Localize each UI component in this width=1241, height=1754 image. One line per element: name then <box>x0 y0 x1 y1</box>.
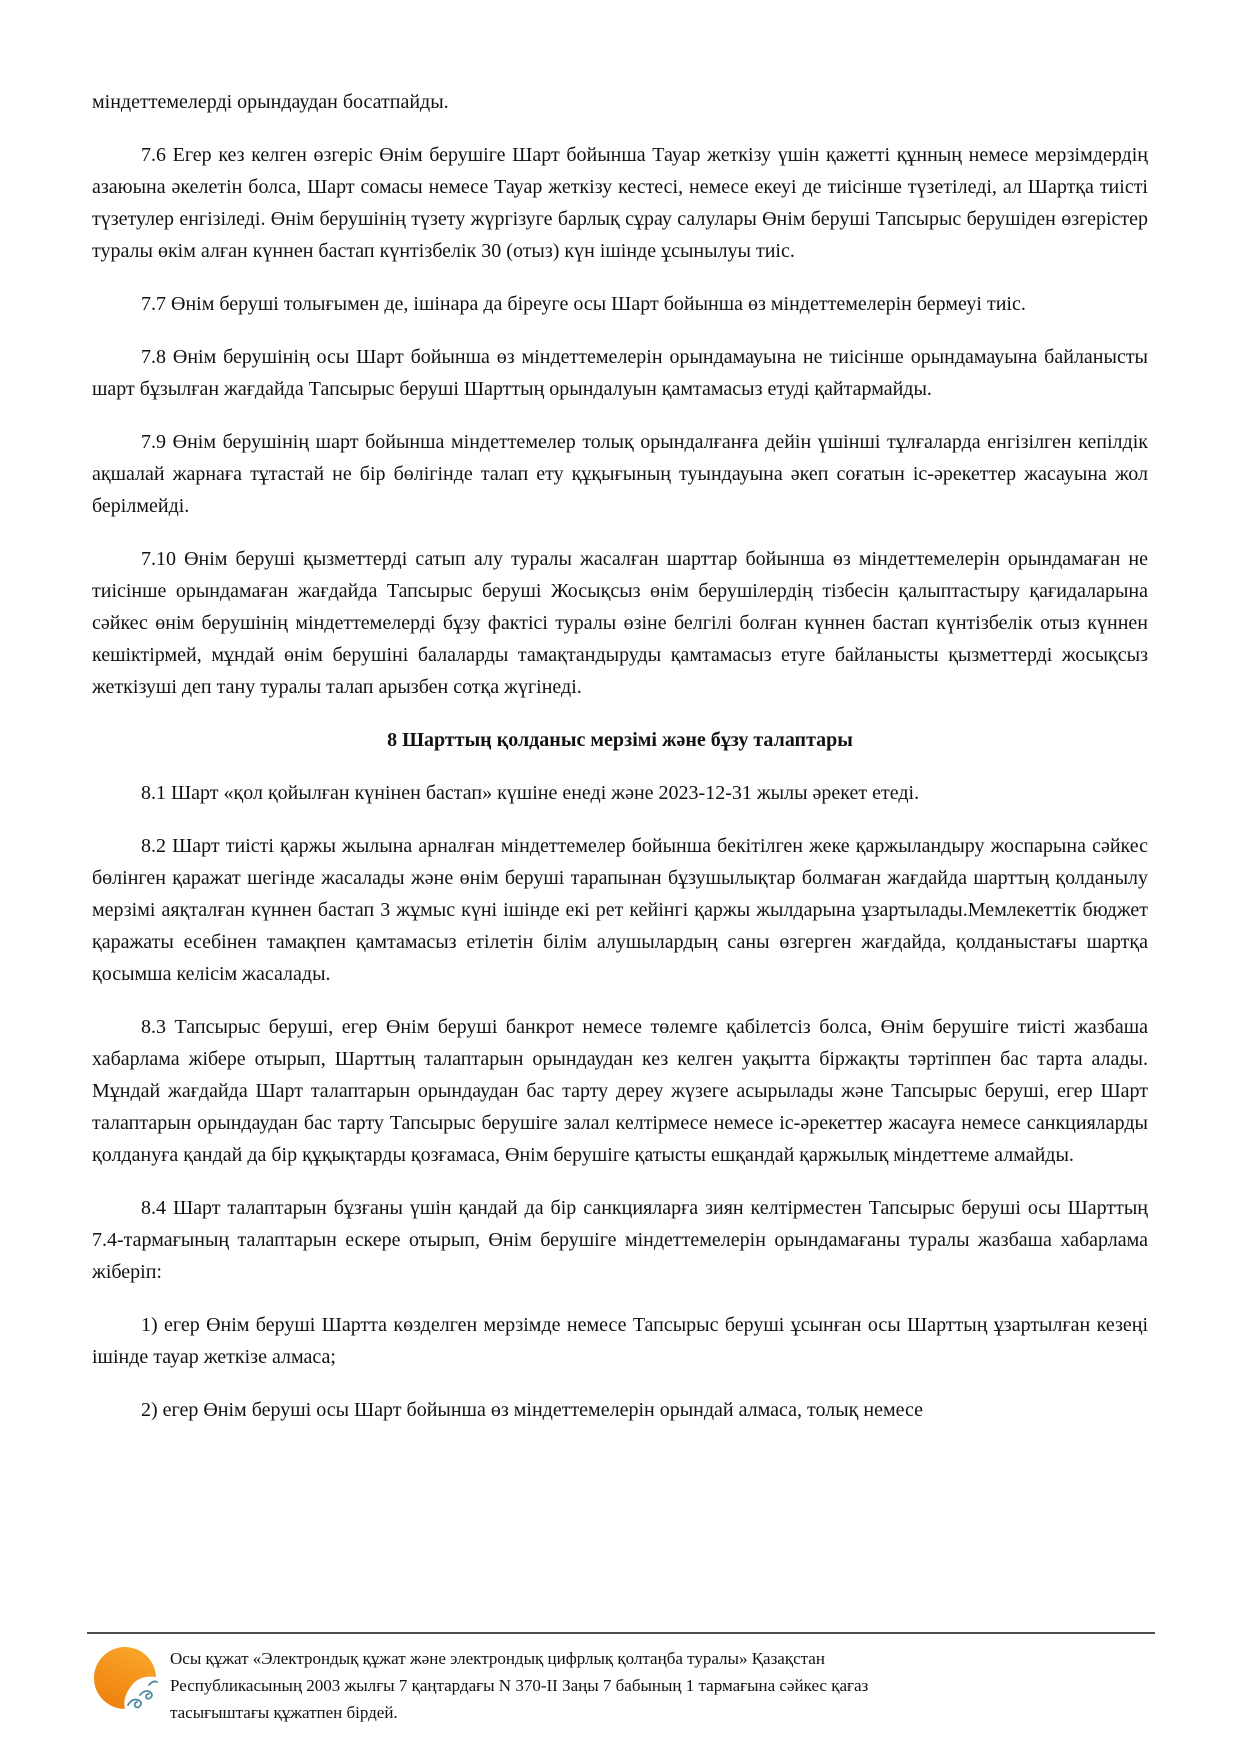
esign-disclaimer <box>170 1645 868 1726</box>
footer-divider-line <box>87 1632 1155 1634</box>
clause-8-4: 8.4 Шарт талаптарын бұзғаны үшін қандай да бір санкцияларға зиян келтірместен Тапсырыс беруші осы Шарттың 7.4-тармағының талаптарын ескере отырып, Өнім берушіге міндеттемелерін орындамағаны туралы жазбаша хабарлама жіберіп: <box>92 1197 1148 1283</box>
clause-8-1: 8.1 Шарт «қол қойылған күнінен бастап» күшіне енеді және 2023-12-31 жылы әрекет етеді. <box>141 782 920 804</box>
egov-stamp-icon <box>94 1647 158 1711</box>
list-item-1: 1) егер Өнім беруші Шартта көзделген мерзімде немесе Тапсырыс беруші ұсынған осы Шарттың ұзартылған кезеңі ішінде тауар жеткізе алмаса; <box>92 1314 1148 1368</box>
clause-8-3: 8.3 Тапсырыс беруші, егер Өнім беруші банкрот немесе төлемге қабілетсіз болса, Өнім берушіге тиісті жазбаша хабарлама жібере отырып, Шарттың талаптарын орындаудан кез келген уақытта біржақты тәртіппен бас тарта алады. Мұндай жағдайда Шарт талаптарын орындаудан бас тарту дереу жүзеге асырылады және Тапсырыс беруші, егер Шарт талаптарын орындаудан бас тарту Тапсырыс берушіге залал келтірмесе немесе іс-әрекеттер жасауға немесе санкцияларды қолдануға қандай да бір құқықтарды қозғамаса, Өнім берушіге қатысты ешқандай қаржылық міндеттеме алмайды. <box>92 1016 1148 1166</box>
section-8-heading: 8 Шарттың қолданыс мерзімі және бұзу талаптары <box>387 729 853 751</box>
clause-7-10: 7.10 Өнім беруші қызметтерді сатып алу туралы жасалған шарттар бойынша өз міндеттемелерін орындамаған не тиісінше орындамаған жағдайда Тапсырыс беруші Жосықсыз өнім берушілердің тізбесін қалыптастыру қағидаларына сәйкес өнім берушінің міндеттемелерді бұзу фактісі туралы өзіне белгілі болған күннен бастап күнтізбелік отыз күннен кешіктірмей, мұндай өнім берушіні балаларды тамақтандыруды қамтамасыз етуге байланысты қызметтерді жосықсыз жеткізуші деп тану туралы талап арызбен сотқа жүгінеді. <box>92 548 1148 698</box>
clause-7-8: 7.8 Өнім берушінің осы Шарт бойынша өз міндеттемелерін орындамауына не тиісінше орындамауына байланысты шарт бұзылған жағдайда Тапсырыс беруші Шарттың орындалуын қамтамасыз етуді қайтармайды. <box>92 346 1148 400</box>
clause-7-7: 7.7 Өнім беруші толығымен де, ішінара да біреуге осы Шарт бойынша өз міндеттемелерін бермеуі тиіс. <box>141 293 1026 315</box>
clause-7-9: 7.9 Өнім берушінің шарт бойынша міндеттемелер толық орындалғанға дейін үшінші тұлғаларда енгізілген кепілдік ақшалай жарнаға тұтастай не бір бөлігінде талап ету құқығының туындауына әкеп соғатын іс-әрекеттер жасауына жол берілмейді. <box>92 431 1148 517</box>
disclaimer-line-1: Осы құжат «Электрондық құжат және электрондық цифрлық қолтаңба туралы» Қазақстан <box>170 1649 825 1668</box>
clause-8-2: 8.2 Шарт тиісті қаржы жылына арналған міндеттемелер бойынша бекітілген жеке қаржыландыру жоспарына сәйкес бөлінген қаражат шегінде жасалады және өнім беруші тарапынан бұзушылықтар болмаған жағдайда шарттың қолданылу мерзімі аяқталған күннен бастап 3 жұмыс күні ішінде екі рет кейінгі қаржы жылдарына ұзартылады.Мемлекеттік бюджет қаражаты есебінен тамақпен қамтамасыз етілетін білім алушылардың саны өзгерген жағдайда, қолданыстағы шартқа қосымша келісім жасалады. <box>92 835 1148 985</box>
continuation-paragraph: міндеттемелерді орындаудан босатпайды. <box>92 91 449 113</box>
list-item-2: 2) егер Өнім беруші осы Шарт бойынша өз міндеттемелерін орындай алмаса, толық немесе <box>141 1399 923 1421</box>
disclaimer-line-3: тасығыштағы құжатпен бірдей. <box>170 1703 398 1722</box>
clause-7-6: 7.6 Егер кез келген өзгеріс Өнім берушіге Шарт бойынша Тауар жеткізу үшін қажетті құнның немесе мерзімдердің азаюына әкелетін болса, Шарт сомасы немесе Тауар жеткізу кестесі, немесе екеуі де тиісінше түзетіледі, ал Шартқа тиісті түзетулер енгізіледі. Өнім берушінің түзету жүргізуге барлық сұрау салулары Өнім беруші Тапсырыс берушіден өзгерістер туралы өкім алған күннен бастап күнтізбелік 30 (отыз) күн ішінде ұсынылуы тиіс. <box>92 144 1148 262</box>
disclaimer-line-2: Республикасының 2003 жылғы 7 қаңтардағы N 370-II Заңы 7 бабының 1 тармағына сәйкес қағаз <box>170 1676 869 1695</box>
esign-footer <box>94 1645 868 1726</box>
